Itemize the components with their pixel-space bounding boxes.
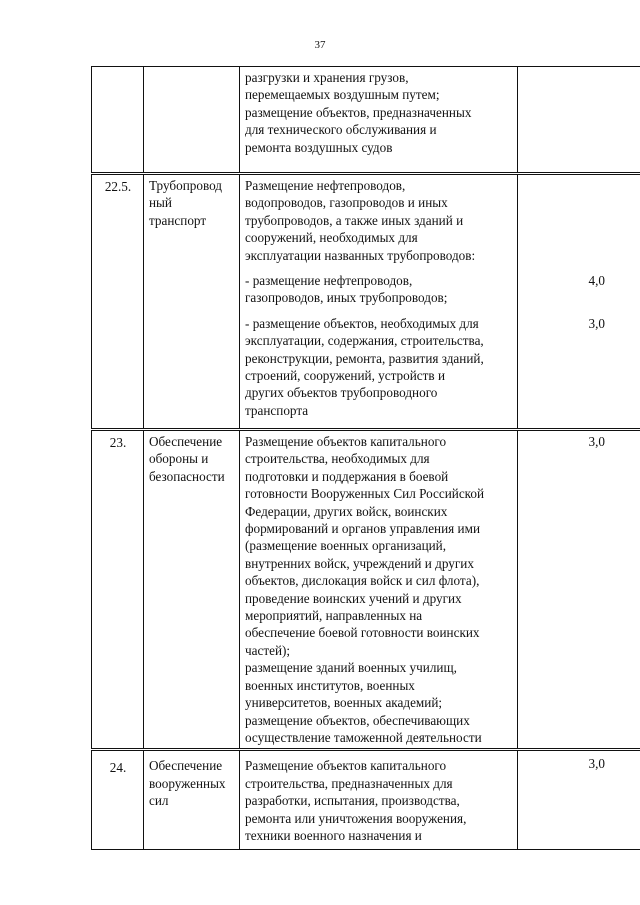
description-line: трубопроводов, а также иных зданий и: [245, 212, 464, 228]
name-line: Обеспечение: [149, 434, 223, 449]
row-number: 23.: [92, 430, 144, 750]
name-line: Обеспечение: [149, 758, 223, 774]
description-line: осуществление таможенной деятельности: [245, 729, 482, 745]
value-tube-objects: 3,0: [588, 315, 605, 331]
name-line: безопасности: [149, 468, 225, 484]
description-line: Федерации, других войск, воинских: [245, 503, 448, 519]
description-line: строительства, предназначенных для: [245, 775, 453, 791]
description-line: Размещение объектов капитального: [245, 434, 447, 449]
description-line: разгрузки и хранения грузов,: [245, 70, 409, 85]
description-line: ремонта или уничтожения вооружения,: [245, 810, 467, 826]
table-row-24: [92, 750, 640, 850]
description-line: строительства, необходимых для: [245, 451, 430, 467]
row-value: [518, 67, 640, 174]
row-number: [92, 67, 144, 174]
description-line: эксплуатации, содержания, строительства,: [245, 333, 484, 349]
description-line: газопроводов, иных трубопроводов;: [245, 290, 448, 306]
description-line: частей);: [245, 642, 291, 658]
name-line: Трубопровод: [149, 178, 223, 193]
row-value: 3,0: [518, 430, 640, 750]
row-value: 3,0: [518, 750, 640, 850]
description-line: военных институтов, военных: [245, 677, 415, 693]
row-description: [240, 174, 518, 430]
row-number: 24.: [92, 750, 144, 850]
description-line: готовности Вооруженных Сил Российской: [245, 486, 485, 502]
description-line: сооружений, необходимых для: [245, 230, 418, 246]
row-name: [144, 67, 240, 174]
value-tube-pipelines: 4,0: [588, 273, 605, 288]
table-row-23: [92, 430, 640, 750]
description-line: обеспечение боевой готовности воинских: [245, 625, 480, 641]
description-line: реконструкции, ремонта, развития зданий,: [245, 350, 484, 366]
description-line: перемещаемых воздушным путем;: [245, 87, 440, 103]
description-line: подготовки и поддержания в боевой: [245, 468, 449, 484]
description-line: мероприятий, направленных на: [245, 608, 423, 624]
description-line: эксплуатации названных трубопроводов:: [245, 247, 476, 263]
row-description: [240, 430, 518, 750]
description-line: формирований и органов управления ими: [245, 521, 480, 537]
row-description: [240, 750, 518, 850]
name-line: обороны и: [149, 451, 209, 467]
description-line: объектов, дислокация войск и сил флота),: [245, 573, 480, 589]
description-line: Размещение объектов капитального: [245, 758, 447, 774]
description-line: разработки, испытания, производства,: [245, 793, 460, 809]
description-line: для технического обслуживания и: [245, 122, 437, 138]
description-line: транспорта: [245, 402, 309, 418]
description-line: (размещение военных организаций,: [245, 538, 447, 554]
description-line: проведение воинских учений и других: [245, 590, 462, 606]
row-name: [144, 174, 240, 430]
row-value: [518, 174, 640, 430]
description-line: размещение объектов, обеспечивающих: [245, 712, 470, 728]
row-name: [144, 750, 240, 850]
description-line: строений, сооружений, устройств и: [245, 368, 445, 384]
description-line: университетов, военных академий;: [245, 695, 443, 711]
description-line: Размещение нефтепроводов,: [245, 178, 406, 193]
description-line: размещение зданий военных училищ,: [245, 660, 457, 676]
description-line: других объектов трубопроводного: [245, 385, 438, 401]
description-line: размещение объектов, предназначенных: [245, 104, 472, 120]
name-line: транспорт: [149, 212, 207, 228]
description-line: ремонта воздушных судов: [245, 139, 393, 155]
name-line: вооруженных: [149, 775, 226, 791]
description-line: техники военного назначения и: [245, 827, 422, 843]
row-description: [240, 67, 518, 174]
description-line: - размещение нефтепроводов,: [245, 273, 413, 289]
description-line: внутренних войск, учреждений и других: [245, 555, 474, 571]
name-line: сил: [149, 793, 169, 809]
description-line: - размещение объектов, необходимых для: [245, 315, 479, 331]
page-number: 37: [314, 39, 326, 51]
land-use-table: [91, 66, 640, 850]
table-row-continuation: [92, 67, 640, 174]
description-line: водопроводов, газопроводов и иных: [245, 195, 448, 211]
table-row-22-5: [92, 174, 640, 430]
name-line: ный: [149, 195, 172, 211]
row-name: [144, 430, 240, 750]
row-number: 22.5.: [92, 174, 144, 430]
